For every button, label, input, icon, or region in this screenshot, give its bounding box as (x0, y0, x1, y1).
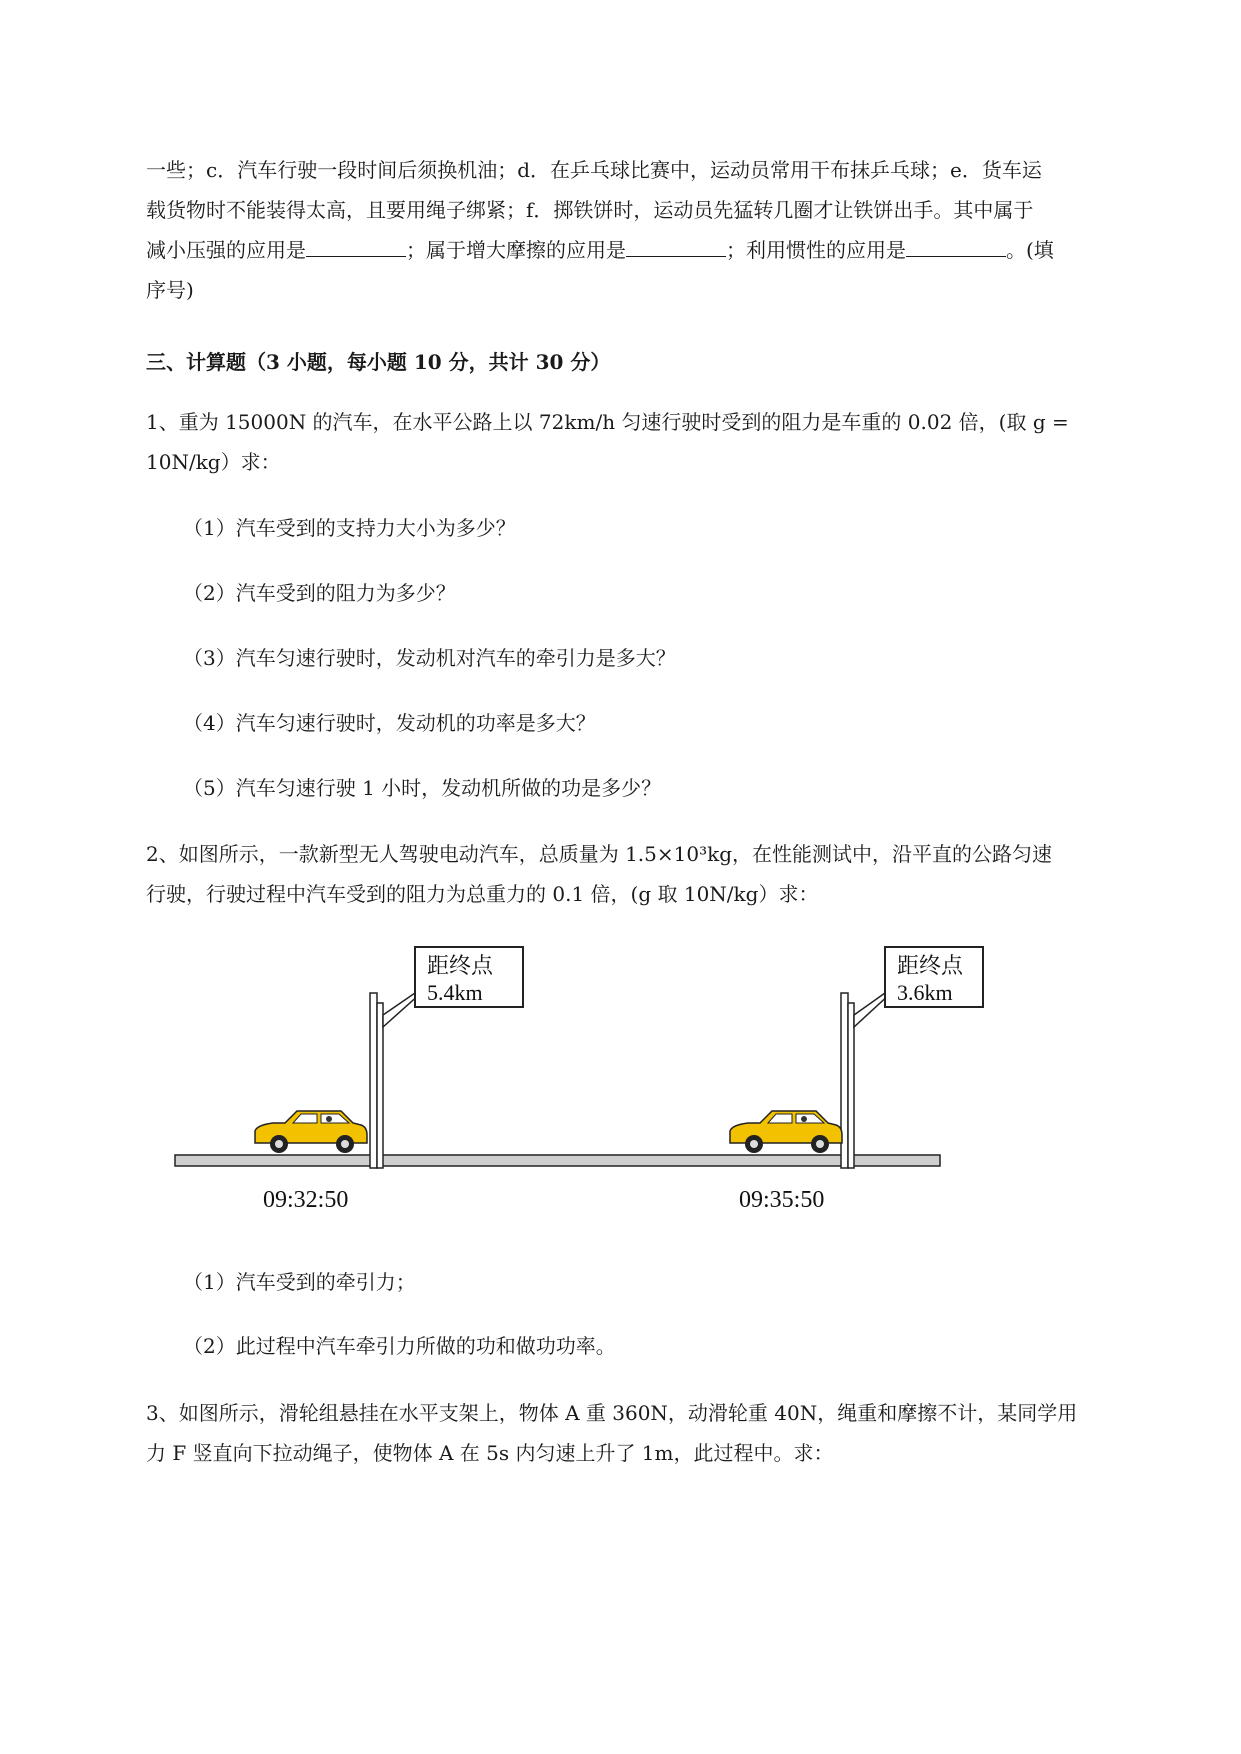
sign-1-distance: 5.4km (427, 980, 483, 1005)
q2-stem-line-2: 行驶，行驶过程中汽车受到的阻力为总重力的 0.1 倍，(g 取 10N/kg）求： (146, 882, 819, 906)
fill-question-line-1: 一些；c．汽车行驶一段时间后须换机油；d．在乒乓球比赛中，运动员常用干布抹乒乓球；e．货车运 (146, 158, 1042, 182)
fill-text-b: ；属于增大摩擦的应用是 (406, 238, 626, 262)
q1-stem-line-1: 1、重为 15000N 的汽车，在水平公路上以 72km/h 匀速行驶时受到的阻力是车重的 0.02 倍，(取 g = (146, 410, 1069, 434)
sign-post-2 (841, 947, 983, 1168)
sign-1-title: 距终点 (427, 953, 494, 978)
q2-stem-line-1: 2、如图所示，一款新型无人驾驶电动汽车，总质量为 1.5×10³kg，在性能测试中，沿平直的公路匀速 (146, 842, 1053, 866)
answer-blank-2[interactable] (626, 234, 726, 257)
fill-question-line-3 (146, 230, 1150, 271)
time-label-2: 09:35:50 (739, 1187, 825, 1213)
fill-question-line-2: 载货物时不能装得太高，且要用绳子绑紧；f．掷铁饼时，运动员先猛转几圈才让铁饼出手。其中属于 (146, 198, 1034, 222)
sign-2-distance: 3.6km (897, 980, 953, 1005)
answer-blank-3[interactable] (906, 234, 1006, 257)
q1-part-3: （3）汽车匀速行驶时，发动机对汽车的牵引力是多大？ (183, 646, 676, 670)
fill-text-d: 。(填 (1006, 238, 1054, 262)
road-test-diagram (175, 935, 964, 1225)
sign-2-title: 距终点 (897, 953, 964, 978)
q1-part-2: （2）汽车受到的阻力为多少？ (183, 581, 456, 605)
road (175, 1155, 940, 1166)
q1-part-1: （1）汽车受到的支持力大小为多少？ (183, 516, 516, 540)
road-test-figure (175, 935, 964, 1225)
q1-part-5: （5）汽车匀速行驶 1 小时，发动机所做的功是多少？ (183, 776, 662, 800)
fill-text-a: 减小压强的应用是 (146, 238, 306, 262)
section-heading: 三、计算题（3 小题，每小题 10 分，共计 30 分） (146, 350, 611, 374)
q1-stem-line-2: 10N/kg）求： (146, 450, 281, 474)
time-label-1: 09:32:50 (263, 1187, 349, 1213)
car-1 (255, 1111, 367, 1153)
q3-stem-line-2: 力 F 竖直向下拉动绳子，使物体 A 在 5s 内匀速上升了 1m，此过程中。求： (146, 1441, 834, 1465)
q2-part-1: （1）汽车受到的牵引力； (183, 1270, 416, 1294)
sign-post-1 (370, 947, 523, 1168)
q2-part-2: （2）此过程中汽车牵引力所做的功和做功功率。 (183, 1334, 616, 1358)
car-2 (730, 1111, 842, 1153)
q3-stem-line-1: 3、如图所示，滑轮组悬挂在水平支架上，物体 A 重 360N，动滑轮重 40N，绳重和摩擦不计，某同学用 (146, 1401, 1078, 1425)
fill-question-line-4: 序号) (146, 278, 194, 302)
answer-blank-1[interactable] (306, 234, 406, 257)
fill-text-c: ；利用惯性的应用是 (726, 238, 906, 262)
q1-part-4: （4）汽车匀速行驶时，发动机的功率是多大？ (183, 711, 596, 735)
